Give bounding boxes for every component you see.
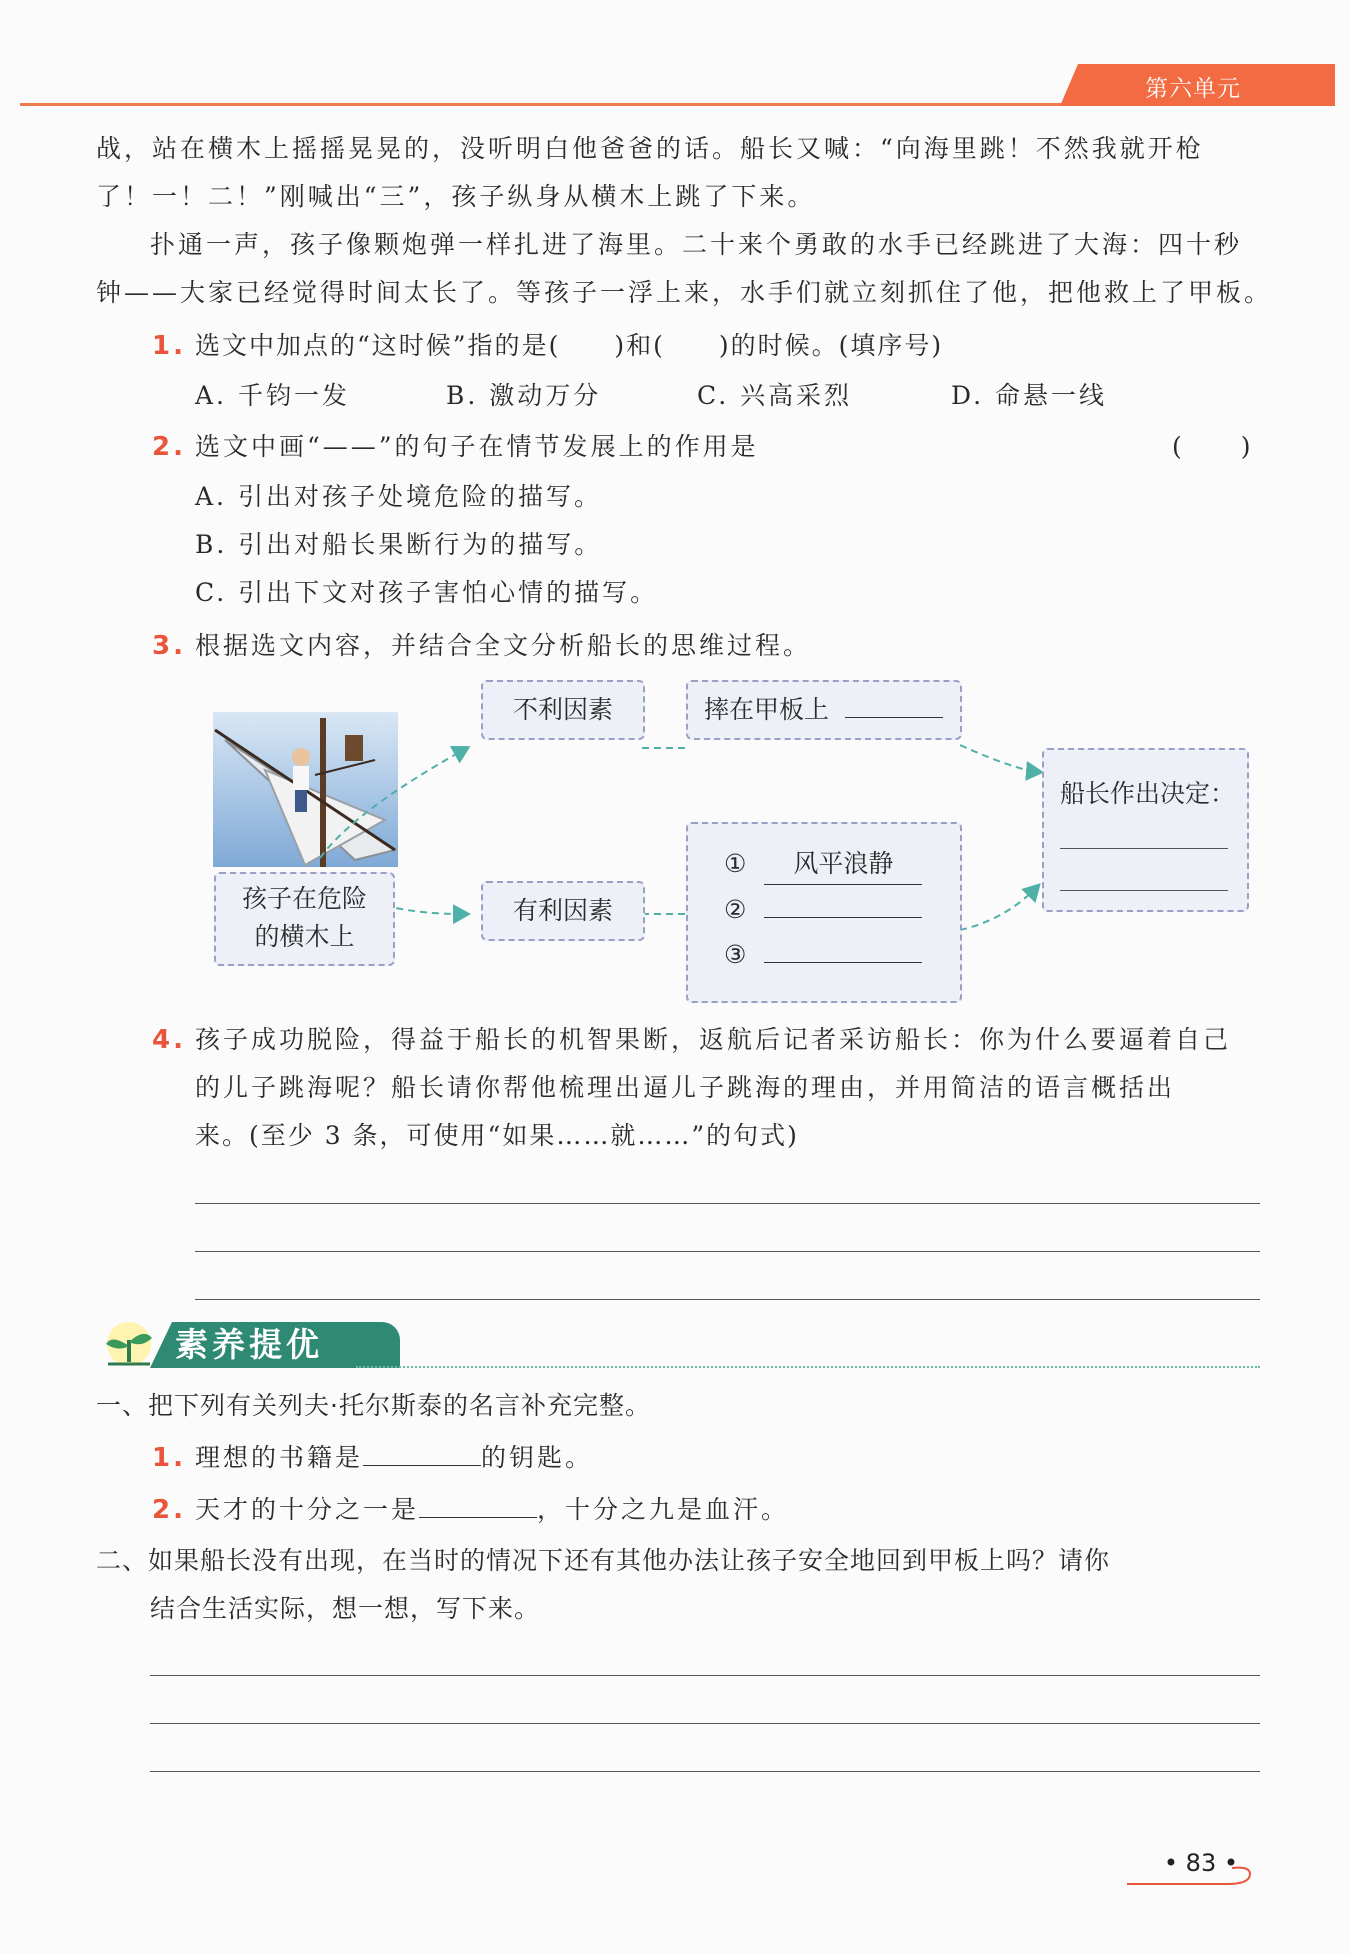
answer-line xyxy=(195,1299,1260,1300)
item-1-answer: 风平浪静 xyxy=(764,844,922,885)
favorable-item-2 xyxy=(724,890,922,930)
child-on-mast-illustration xyxy=(213,712,398,867)
quote-text: 天才的十分之一是 xyxy=(195,1495,420,1524)
favorable-item-1 xyxy=(724,844,922,885)
answer-line xyxy=(195,1251,1260,1252)
option-d: D. 命悬一线 xyxy=(951,381,1108,410)
item-3-blank xyxy=(764,942,922,963)
passage-line: 扑通一声，孩子像颗炮弹一样扎进了海里。二十来个勇敢的水手已经跳进了大海：四十秒 xyxy=(150,230,1243,259)
answer-line xyxy=(195,1203,1260,1204)
favorable-list-box xyxy=(686,822,962,1003)
item-number: ① xyxy=(724,849,747,878)
question-number: 3. xyxy=(152,631,186,661)
child-caption-box xyxy=(214,872,395,966)
item-2-blank xyxy=(764,897,922,918)
unit-label: 第六单元 xyxy=(1145,76,1241,102)
unfavorable-box xyxy=(481,680,645,740)
option-b: B. 引出对船长果断行为的描写。 xyxy=(195,530,603,559)
answer-line xyxy=(150,1723,1260,1724)
quote-item-1 xyxy=(195,1434,593,1482)
question-text: 选文中加点的“这时候”指的是( )和( )的时候。(填序号) xyxy=(195,331,944,360)
fall-label: 摔在甲板上 xyxy=(704,695,830,724)
arrow-to-decision-top xyxy=(960,745,1040,772)
section-divider xyxy=(356,1366,1260,1368)
question-number: 1. xyxy=(152,331,186,361)
fall-blank xyxy=(845,697,943,718)
arrow-to-decision-bottom xyxy=(960,886,1038,930)
decision-line xyxy=(1060,890,1228,891)
favorable-box xyxy=(481,881,645,941)
question-number: 4. xyxy=(152,1025,186,1055)
quote-item-2 xyxy=(195,1486,789,1534)
answer-paren: ( ) xyxy=(1172,432,1254,461)
quote-blank xyxy=(363,1445,481,1466)
item-number: ② xyxy=(724,895,747,924)
option-a: A. 引出对孩子处境危险的描写。 xyxy=(195,482,602,511)
quote-text: ，十分之九是血汗。 xyxy=(537,1495,790,1524)
page-number: • 83 • xyxy=(1163,1849,1238,1877)
sprout-icon xyxy=(98,1318,160,1370)
question-text: 来。(至少 3 条，可使用“如果……就……”的句式) xyxy=(195,1121,799,1150)
child-caption-line: 孩子在危险 xyxy=(241,884,367,913)
favorable-item-3 xyxy=(724,935,922,975)
part-title: 一、把下列有关列夫·托尔斯泰的名言补充完整。 xyxy=(96,1391,651,1420)
question-text: 选文中画“——”的句子在情节发展上的作用是 xyxy=(195,432,759,461)
option-c: C. 引出下文对孩子害怕心情的描写。 xyxy=(195,578,659,607)
question-text: 的儿子跳海呢？船长请你帮他梳理出逼儿子跳海的理由，并用简洁的语言概括出 xyxy=(195,1073,1176,1102)
passage-line: 了！一！二！”刚喊出“三”，孩子纵身从横木上跳了下来。 xyxy=(96,182,816,211)
option-c: C. 兴高采烈 xyxy=(697,381,853,410)
question-number: 2. xyxy=(152,432,186,462)
passage-line: 战，站在横木上摇摇晃晃的，没听明白他爸爸的话。船长又喊：“向海里跳！不然我就开枪 xyxy=(96,134,1204,163)
page-swoosh xyxy=(1122,1862,1257,1892)
quote-text: 理想的书籍是 xyxy=(195,1443,364,1472)
answer-line xyxy=(150,1771,1260,1772)
favorable-label: 有利因素 xyxy=(512,896,613,925)
decision-box xyxy=(1042,748,1249,912)
child-caption-line: 的横木上 xyxy=(254,922,355,951)
option-b: B. 激动万分 xyxy=(446,381,602,410)
decision-line xyxy=(1060,848,1228,849)
question-number: 1. xyxy=(152,1443,186,1473)
question-number: 2. xyxy=(152,1495,186,1525)
unfavorable-label: 不利因素 xyxy=(512,695,613,724)
quote-text: 的钥匙。 xyxy=(481,1443,594,1472)
part-title: 二、如果船长没有出现，在当时的情况下还有其他办法让孩子安全地回到甲板上吗？请你 xyxy=(96,1546,1111,1575)
fall-box xyxy=(686,680,962,740)
option-a: A. 千钧一发 xyxy=(195,381,350,410)
quote-blank xyxy=(419,1497,537,1518)
part-title: 结合生活实际，想一想，写下来。 xyxy=(150,1594,541,1623)
section-title: 素养提优 xyxy=(175,1325,323,1364)
passage-line: 钟——大家已经觉得时间太长了。等孩子一浮上来，水手们就立刻抓住了他，把他救上了甲板。 xyxy=(96,278,1273,307)
decision-label: 船长作出决定： xyxy=(1060,779,1236,808)
item-number: ③ xyxy=(724,940,747,969)
question-text: 根据选文内容，并结合全文分析船长的思维过程。 xyxy=(195,631,812,660)
question-text: 孩子成功脱险，得益于船长的机智果断，返航后记者采访船长：你为什么要逼着自己 xyxy=(195,1025,1232,1054)
answer-line xyxy=(150,1675,1260,1676)
